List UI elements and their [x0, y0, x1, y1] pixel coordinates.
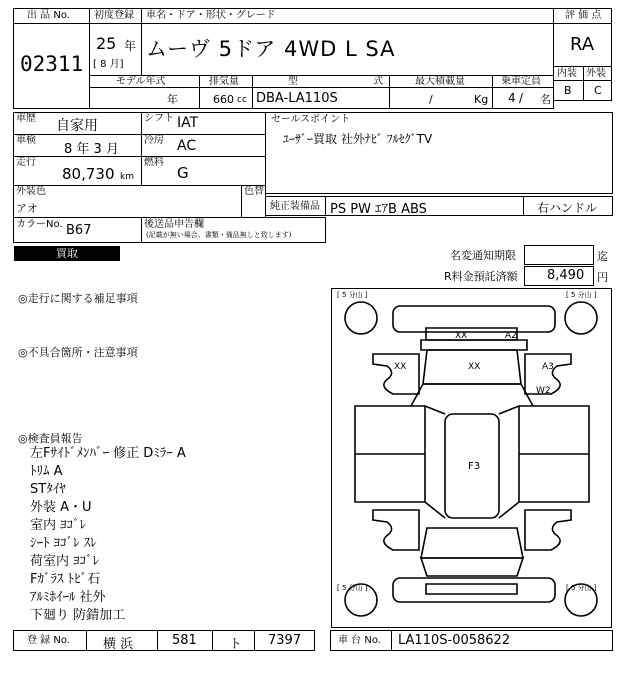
equipment: PS PW ｴｱB ABS — [330, 202, 427, 217]
inspector-item: 下廻り 防錆加工 — [30, 608, 126, 623]
first-reg-year: 25 — [96, 34, 117, 53]
color-label: 外装色 — [16, 186, 46, 197]
inspection: 8 年 3 月 — [64, 142, 119, 157]
load-label: 最大積載量 — [415, 76, 465, 87]
reg-class: 581 — [172, 633, 197, 648]
tire-tr — [565, 302, 597, 334]
capacity-unit: 名 — [540, 93, 551, 106]
mark-right-w2: W2 — [536, 386, 551, 396]
fuel: G — [177, 164, 189, 182]
inspector-item: 室内 ﾖｺﾞﾚ — [30, 518, 87, 533]
exterior-grade: C — [594, 84, 602, 97]
ac-label: 冷房 — [144, 135, 164, 146]
inspector-item: ｼｰﾄ ﾖｺﾞﾚ ｽﾚ — [30, 536, 97, 551]
mark-rear-glass: XX — [455, 331, 468, 341]
front-grille — [426, 584, 517, 594]
equipment-label: 純正装備品 — [270, 201, 320, 212]
front-glass — [421, 528, 523, 558]
mark-roof-f3: F3 — [468, 461, 481, 472]
inspector-item: 左Fｻｲﾄﾞﾒﾝﾊﾞｰ 修正 Dﾐﾗｰ A — [30, 446, 186, 461]
shift-label: シフト — [144, 113, 174, 124]
car-name: ムーヴ 5ドア 4WD L SA — [146, 37, 396, 61]
tailgate — [426, 328, 517, 340]
year-unit: 年 — [124, 39, 137, 53]
sales-point-label: セールスポイント — [271, 114, 351, 125]
chassis-label: 車 台 No. — [338, 635, 381, 646]
mark-center-xx: XX — [468, 362, 481, 372]
model-year-label: モデル年式 — [116, 76, 166, 87]
fuel-label: 燃料 — [144, 157, 164, 168]
inspector-item: STﾀｲﾔ — [30, 482, 66, 497]
inspector-item: ｱﾙﾐﾎｲｰﾙ 社外 — [30, 590, 106, 605]
first-reg-month: [ 8 月] — [93, 59, 124, 70]
reg-number: 7397 — [268, 633, 302, 648]
front-bumper — [393, 578, 555, 602]
sales-point: ﾕｰｻﾞｰ買取 社外ﾅﾋﾞ ﾌﾙｾｸﾞTV — [283, 132, 433, 146]
color-no-label: カラーNo. — [16, 219, 63, 230]
model-label: 型 式 — [288, 76, 420, 87]
inspector-item: 荷室内 ﾖｺﾞﾚ — [30, 554, 100, 569]
first-reg-label: 初度登録 — [94, 10, 134, 21]
rear-pillars — [411, 384, 533, 406]
color-no: B67 — [66, 223, 92, 238]
reg-no-label: 登 録 No. — [27, 635, 70, 646]
model-year-unit: 年 — [167, 93, 178, 106]
load-unit: Kg — [474, 93, 489, 106]
ac: AC — [177, 138, 197, 154]
left-rear-fender — [373, 354, 419, 394]
displacement-label: 排気量 — [209, 76, 239, 87]
meter-change-unit: 迄 — [597, 250, 608, 263]
capacity: 4 — [508, 91, 516, 105]
purchase-badge: 買取 — [14, 246, 120, 261]
right-front-fender — [525, 510, 571, 550]
details-box — [13, 112, 266, 218]
recycle-label: R料金預託済額 — [444, 270, 518, 283]
meter-change-box — [524, 245, 594, 265]
defects-label: ◎不具合箇所・注意事項 — [18, 346, 138, 359]
history: 自家用 — [56, 118, 98, 134]
capacity-slash: / — [519, 91, 524, 105]
displacement: 660 — [213, 93, 234, 106]
tire-bl-label: [ 5 分山 ] — [337, 584, 368, 592]
tire-tr-label: [ 5 分山 ] — [566, 291, 597, 299]
inspector-label: ◎検査員報告 — [18, 432, 83, 445]
mileage: 80,730 — [62, 165, 115, 183]
tire-br-label: [ 5 分山 ] — [566, 584, 597, 592]
interior-label: 内装 — [557, 68, 577, 79]
inspector-item: Fｶﾞﾗｽ ﾄﾋﾞ石 — [30, 572, 101, 587]
color: アオ — [16, 202, 38, 215]
driving-notes-label: ◎走行に関する補足事項 — [18, 292, 138, 305]
rating-label: 評 価 点 — [565, 10, 602, 21]
lot-no-label: 出 品 No. — [27, 10, 70, 21]
recycle-unit: 円 — [597, 271, 608, 284]
displacement-unit: cc — [237, 95, 247, 105]
chassis-no: LA110S-0058622 — [398, 633, 511, 648]
car-diagram — [331, 288, 612, 628]
rating: RA — [570, 34, 595, 55]
recycle-value: 8,490 — [547, 268, 585, 283]
steering: 右ハンドル — [537, 201, 598, 215]
history-label: 車歴 — [16, 113, 36, 124]
mark-rear-a2: A2 — [505, 331, 517, 341]
mark-left-xx: XX — [394, 362, 407, 372]
lot-no: 02311 — [20, 52, 84, 76]
shift: IAT — [177, 115, 199, 131]
mileage-label: 走行 — [16, 157, 36, 168]
hood — [421, 558, 523, 576]
mileage-unit: km — [120, 172, 134, 182]
mark-right-a3: A3 — [542, 362, 554, 372]
reg-area: 横 浜 — [103, 637, 134, 652]
left-front-fender — [373, 510, 419, 550]
inspector-item: 外装 A・U — [30, 500, 92, 515]
repaint-label: 色替 — [244, 186, 264, 197]
reg-kana: ト — [229, 637, 243, 652]
meter-change-label: 名変通知期限 — [450, 249, 516, 262]
inspection-label: 車検 — [16, 135, 36, 146]
docs-note: (記載が無い場合、書類・備品無しと致します) — [146, 231, 292, 239]
interior-grade: B — [564, 84, 572, 97]
tire-tl — [345, 302, 377, 334]
docs-label: 後送品申告欄 — [144, 219, 204, 230]
rear-glass — [421, 340, 527, 350]
model: DBA-LA110S — [256, 91, 338, 106]
tire-tl-label: [ 5 分山 ] — [337, 291, 368, 299]
car-name-label: 車名・ドア・形状・グレード — [146, 10, 276, 21]
load-slash: / — [429, 93, 433, 106]
capacity-label: 乗車定員 — [501, 76, 541, 87]
exterior-label: 外装 — [586, 68, 606, 79]
inspector-item: ﾄﾘﾑ A — [30, 464, 63, 479]
